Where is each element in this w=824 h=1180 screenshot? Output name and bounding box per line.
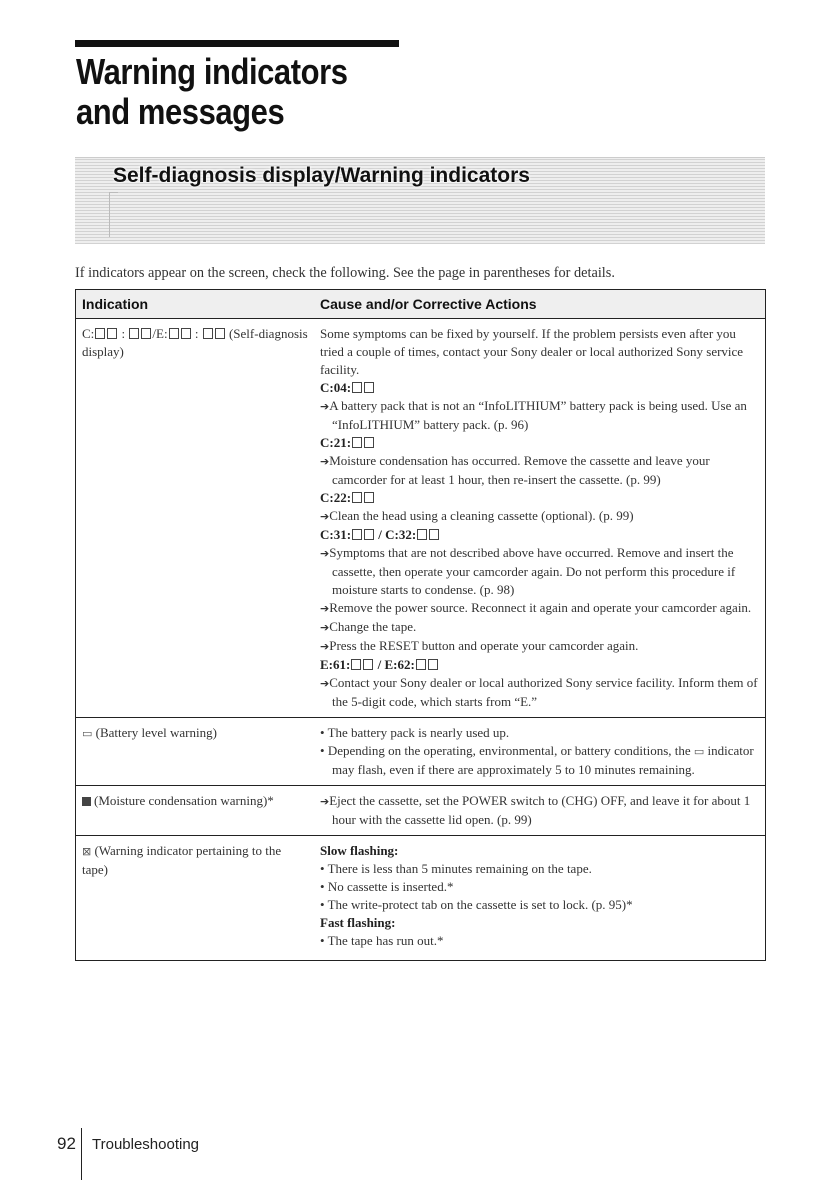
error-code: C:22: (320, 489, 759, 507)
page-title-line-2: and messages (76, 91, 285, 132)
indication-cell (76, 836, 315, 961)
arrow-right-icon: ➔ (320, 795, 330, 808)
page-number: 92 (57, 1134, 76, 1153)
band-bracket (109, 192, 118, 237)
blank-digit-box (203, 328, 213, 339)
arrow-right-icon: ➔ (320, 640, 330, 653)
error-code: C:21: (320, 434, 759, 452)
action-item: ➔Clean the head using a cleaning cassette (optional). (p. 99) (320, 508, 634, 523)
battery-icon: ▭ (82, 727, 93, 740)
indication-cell (76, 319, 315, 718)
blank-digit-box (141, 328, 151, 339)
table-row-self-diagnosis (76, 319, 766, 718)
moisture-icon (82, 797, 91, 806)
action-item: ➔A battery pack that is not an “InfoLITHIUM” battery pack is being used. Use an “InfoLITHIUM” battery pack. (p. 96) (320, 398, 747, 432)
ind-text: (Self-diagnosis display) (82, 326, 308, 359)
arrow-right-icon: ➔ (320, 455, 330, 468)
cause-intro: Some symptoms can be fixed by yourself. If the problem persists even after you tried a couple of times, contact your Sony dealer or local authorized Sony service facility. (320, 326, 744, 377)
header-indication: Indication (76, 290, 315, 319)
action-item: ➔Symptoms that are not described above have occurred. Remove and insert the cassette, then operate your camcorder again. Do not perform this procedure if moisture starts to condense. (p. 98) (320, 545, 736, 597)
battery-icon: ▭ (693, 745, 705, 758)
subhead-fast: Fast flashing: (320, 915, 396, 930)
blank-digit-box (107, 328, 117, 339)
intro-text: If indicators appear on the screen, check the following. See the page in parentheses for details. (75, 265, 615, 281)
indication-text: (Battery level warning) (95, 725, 217, 740)
bullet-item: • The write-protect tab on the cassette is set to lock. (p. 95)* (320, 897, 633, 912)
footer-section: Troubleshooting (92, 1136, 200, 1153)
arrow-right-icon: ➔ (320, 677, 330, 690)
error-code: C:31: / C:32: (320, 526, 759, 544)
indication-cell (76, 786, 315, 836)
footer-rule (81, 1128, 82, 1180)
bullet-item: • There is less than 5 minutes remaining on the tape. (320, 861, 592, 876)
action-item: ➔Contact your Sony dealer or local authorized Sony service facility. Inform them of the 5-digit code, which starts from “E.” (320, 675, 758, 709)
warning-table (75, 289, 766, 961)
section-title: Self-diagnosis display/Warning indicators (113, 164, 530, 187)
page-title (76, 52, 347, 132)
indication-text: (Warning indicator pertaining to the tape) (82, 843, 282, 877)
indication-cell (76, 718, 315, 786)
blank-digit-box (95, 328, 105, 339)
error-code: C:04: (320, 379, 759, 397)
title-rule (75, 40, 399, 47)
action-item: ➔Change the tape. (320, 619, 417, 634)
bullet-item: • The battery pack is nearly used up. (320, 725, 510, 740)
error-code: E:61: / E:62: (320, 656, 759, 674)
arrow-right-icon: ➔ (320, 602, 330, 615)
bullet-item: • Depending on the operating, environmental, or battery conditions, the ▭ indicator may flash, even if there are approximately 5 to 10 minutes remaining. (320, 743, 754, 777)
cause-cell (314, 836, 766, 961)
ind-text: : (118, 326, 129, 341)
cause-cell (314, 786, 766, 836)
page-title-line-1: Warning indicators (76, 51, 348, 92)
header-cause: Cause and/or Corrective Actions (314, 290, 766, 319)
action-item: ➔Remove the power source. Reconnect it again and operate your camcorder again. (320, 600, 752, 615)
arrow-right-icon: ➔ (320, 510, 330, 523)
blank-digit-box (129, 328, 139, 339)
section-band (75, 157, 765, 244)
blank-digit-box (215, 328, 225, 339)
arrow-right-icon: ➔ (320, 547, 330, 560)
arrow-right-icon: ➔ (320, 400, 330, 413)
ind-text: : (191, 326, 202, 341)
cause-cell (314, 718, 766, 786)
action-item: ➔Moisture condensation has occurred. Remove the cassette and leave your camcorder for at least 1 hour, then re-insert the cassette. (p. 99) (320, 453, 710, 487)
tape-icon: ⊠ (82, 845, 92, 858)
subhead-slow: Slow flashing: (320, 843, 399, 858)
blank-digit-box (181, 328, 191, 339)
ind-text: /E: (152, 326, 168, 341)
bullet-item: • No cassette is inserted.* (320, 879, 454, 894)
cause-cell (314, 319, 766, 718)
table-header-row (76, 290, 766, 319)
table-row-battery (76, 718, 766, 786)
indication-text: (Moisture condensation warning)* (94, 793, 274, 808)
arrow-right-icon: ➔ (320, 621, 330, 634)
table-row-moisture (76, 786, 766, 836)
blank-digit-box (169, 328, 179, 339)
table-row-tape (76, 836, 766, 961)
action-item: ➔Press the RESET button and operate your camcorder again. (320, 638, 639, 653)
bullet-item: • The tape has run out.* (320, 933, 444, 948)
ind-text: C: (82, 326, 95, 341)
action-item: ➔Eject the cassette, set the POWER switch to (CHG) OFF, and leave it for about 1 hour with the cassette lid open. (p. 99) (320, 793, 751, 827)
